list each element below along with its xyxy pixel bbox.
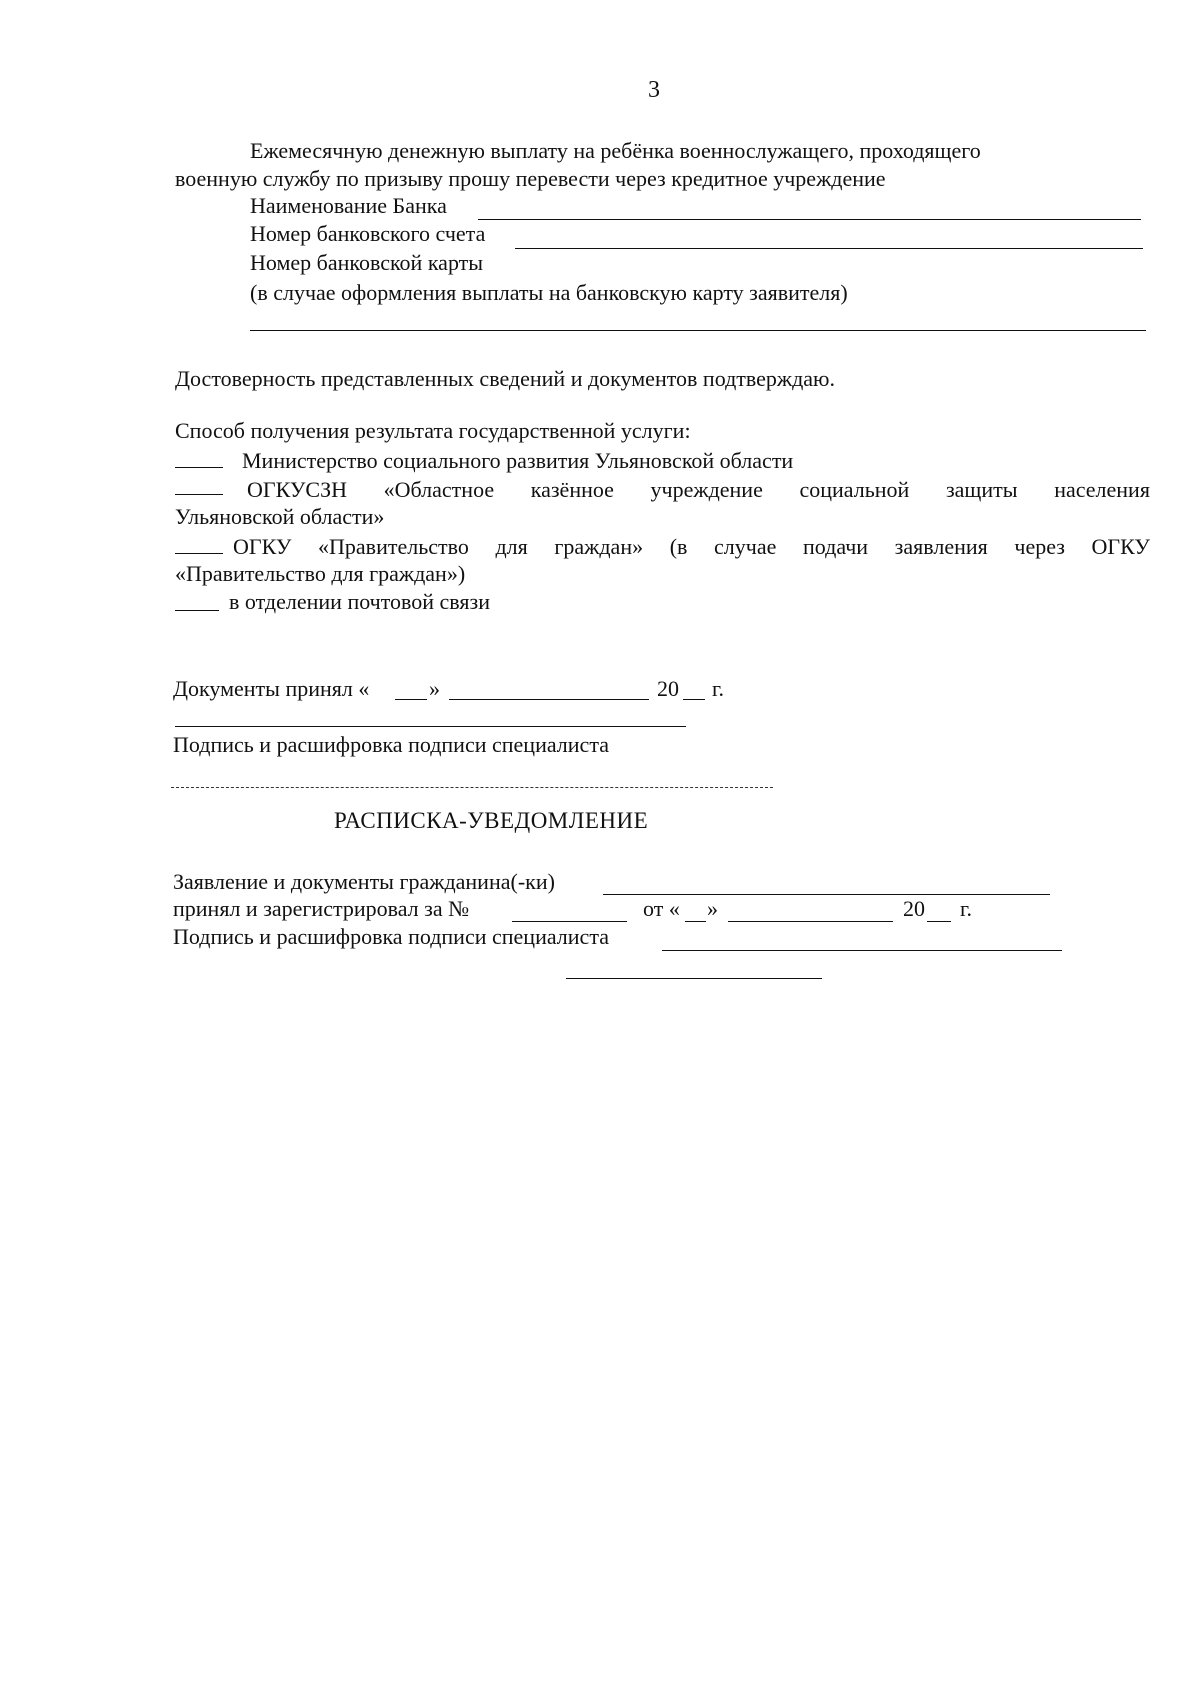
method-heading: Способ получения результата государственной услуги:	[175, 418, 691, 443]
cut-line	[171, 787, 773, 788]
confirmation-statement: Достоверность представленных сведений и документов подтверждаю.	[175, 366, 835, 391]
bank-card-label: Номер банковской карты	[250, 250, 484, 275]
option-2-word: «Областное	[383, 477, 495, 502]
option-3-word: (в	[669, 534, 688, 559]
bank-account-field[interactable]	[515, 248, 1143, 249]
option-2-word: ОГКУСЗН	[247, 477, 347, 502]
receipt-from-label: от «	[643, 896, 680, 921]
bank-account-label: Номер банковского счета	[250, 221, 486, 246]
accepted-year-field[interactable]	[683, 699, 705, 700]
option-3-word: граждан»	[554, 534, 644, 559]
payment-intro-line-1: Ежемесячную денежную выплату на ребёнка военнослужащего, проходящего	[250, 138, 981, 163]
end-line	[566, 978, 822, 979]
option-3-word: заявления	[894, 534, 988, 559]
option-3-word: ОГКУ	[233, 534, 292, 559]
option-2-label-line-2: Ульяновской области»	[175, 504, 385, 529]
receipt-signature-label: Подпись и расшифровка подписи специалиста	[173, 924, 609, 949]
accepted-month-field[interactable]	[449, 699, 649, 700]
option-1-checkbox[interactable]	[175, 467, 223, 468]
option-3-label	[233, 534, 1150, 560]
receipt-title: РАСПИСКА-УВЕДОМЛЕНИЕ	[334, 808, 649, 833]
accepted-quote-close: »	[429, 676, 440, 701]
option-2-word: учреждение	[650, 477, 763, 502]
option-3-word: «Правительство	[318, 534, 469, 559]
option-2-checkbox[interactable]	[175, 494, 223, 495]
receipt-number-field[interactable]	[512, 921, 627, 922]
option-3-label-line-2: «Правительство для граждан»)	[175, 561, 466, 586]
option-1-label: Министерство социального развития Ульяновской области	[242, 448, 794, 473]
bank-card-note: (в случае оформления выплаты на банковскую карту заявителя)	[250, 280, 848, 305]
accepted-year-prefix: 20	[657, 676, 679, 701]
option-4-label: в отделении почтовой связи	[229, 589, 490, 614]
bank-card-field[interactable]	[250, 330, 1146, 331]
option-3-word: ОГКУ	[1091, 534, 1150, 559]
option-3-checkbox[interactable]	[175, 553, 223, 554]
option-2-word: населения	[1054, 477, 1150, 502]
page-number: 3	[648, 77, 660, 103]
bank-name-label: Наименование Банка	[250, 193, 447, 218]
receipt-citizen-field[interactable]	[603, 894, 1050, 895]
accepted-year-suffix: г.	[712, 676, 725, 701]
receipt-citizen-label: Заявление и документы гражданина(-ки)	[173, 869, 555, 894]
receipt-registered-label: принял и зарегистрировал за №	[173, 896, 470, 921]
option-3-word: случае	[714, 534, 777, 559]
payment-intro-line-2: военную службу по призыву прошу перевести через кредитное учреждение	[175, 166, 886, 191]
option-4-checkbox[interactable]	[175, 610, 219, 611]
option-2-word: защиты	[945, 477, 1018, 502]
bank-name-field[interactable]	[478, 219, 1141, 220]
receipt-year-suffix: г.	[960, 896, 973, 921]
receipt-year-prefix: 20	[903, 896, 925, 921]
accepted-day-field[interactable]	[395, 699, 427, 700]
receipt-month-field[interactable]	[728, 921, 893, 922]
option-3-word: для	[495, 534, 528, 559]
option-2-word: казённое	[530, 477, 614, 502]
accepted-signature-caption: Подпись и расшифровка подписи специалиста	[173, 732, 609, 757]
receipt-year-field[interactable]	[927, 921, 951, 922]
option-3-word: через	[1014, 534, 1065, 559]
option-2-word: социальной	[799, 477, 910, 502]
accepted-signature-line[interactable]	[175, 726, 686, 727]
option-3-word: подачи	[803, 534, 869, 559]
receipt-day-field[interactable]	[685, 921, 706, 922]
receipt-signature-field[interactable]	[662, 950, 1062, 951]
receipt-quote-close: »	[707, 896, 718, 921]
option-2-label	[247, 477, 1150, 503]
accepted-label: Документы принял «	[173, 676, 370, 701]
